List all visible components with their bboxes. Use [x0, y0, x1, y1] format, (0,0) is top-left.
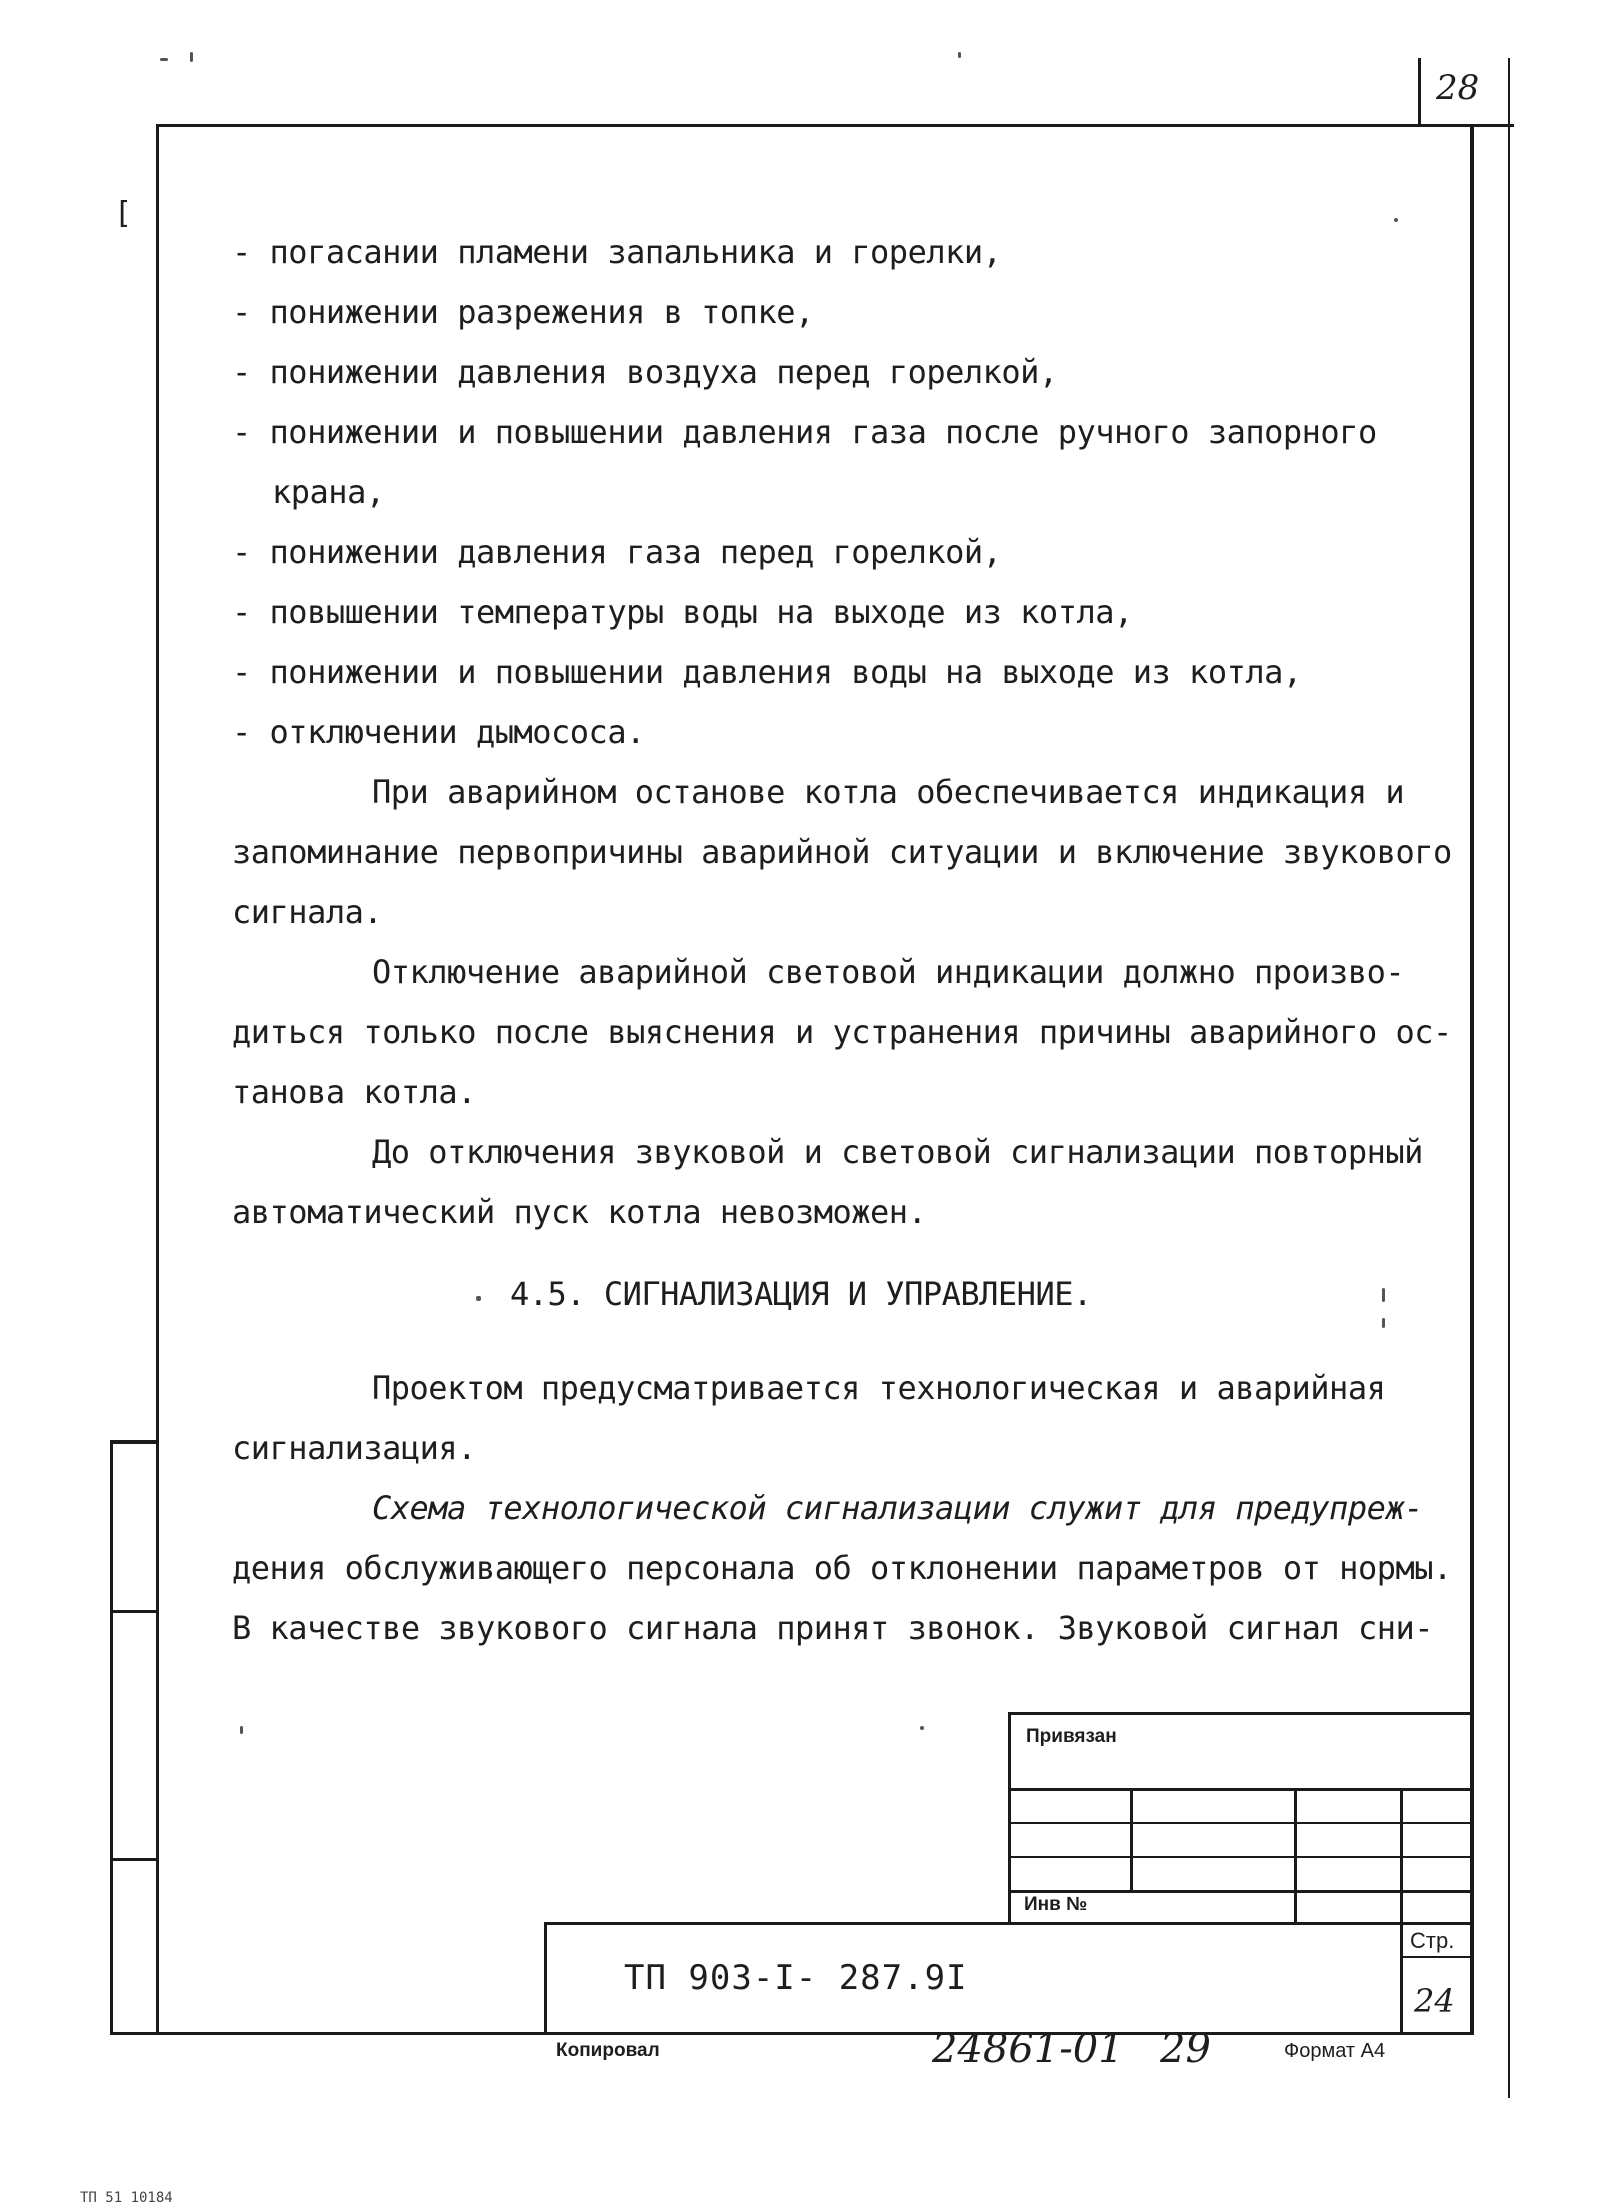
stamp-top-line	[1008, 1712, 1474, 1715]
paragraph-line: дения обслуживающего персонала об отклонении параметров от нормы.	[232, 1549, 1452, 1587]
stamp-grid-line	[1008, 1890, 1474, 1893]
copied-by-label: Копировал	[556, 2040, 660, 2061]
scan-speck	[958, 52, 961, 58]
binding-strip-left	[110, 1440, 113, 2034]
list-item: - понижении и повышении давления воды на выходе из котла,	[232, 653, 1302, 691]
document-code: ТП 903-I- 287.9I	[624, 1958, 968, 1998]
paragraph-line: Схема технологической сигнализации служит для предупреж-	[372, 1489, 1423, 1527]
stamp-page-divider	[1400, 1956, 1474, 1958]
stamp-grid-col	[1130, 1788, 1133, 1890]
stamp-page-col	[1400, 1922, 1403, 2034]
stamp-grid-col	[1400, 1788, 1403, 1922]
paragraph-line: Отключение аварийной световой индикации должно произво-	[372, 953, 1405, 991]
list-item: - отключении дымососа.	[232, 713, 645, 751]
frame-bottom-border	[110, 2032, 1474, 2035]
sheet-right-edge	[1508, 58, 1510, 2098]
stamp-main-left	[544, 1922, 547, 2034]
document-body	[232, 222, 1452, 1658]
scan-speck	[190, 52, 193, 62]
stamp-grid-col	[1294, 1788, 1297, 1922]
paragraph-line: В качестве звукового сигнала принят звонок. Звуковой сигнал сни-	[232, 1609, 1433, 1647]
list-item: - понижении и повышении давления газа после ручного запорного	[232, 413, 1377, 451]
paragraph-line: До отключения звуковой и световой сигнализации повторный	[372, 1133, 1423, 1171]
scan-speck	[1394, 218, 1398, 222]
stamp-grid-line	[1008, 1788, 1474, 1791]
bottom-left-code: ТП 51 10184	[80, 2190, 173, 2206]
stamp-grid-line	[1008, 1856, 1474, 1858]
scan-speck	[920, 1726, 924, 1730]
paragraph-line: автоматический пуск котла невозможен.	[232, 1193, 927, 1231]
list-item: - понижении давления воздуха перед горелкой,	[232, 353, 1058, 391]
corner-page-number: 28	[1436, 68, 1480, 108]
binding-strip-line-2	[110, 1610, 158, 1613]
format-label: Формат А4	[1284, 2040, 1386, 2062]
list-item: - погасании пламени запальника и горелки,	[232, 233, 1002, 271]
list-item-continuation: крана,	[272, 473, 385, 511]
paragraph-line: диться только после выяснения и устранения причины аварийного ос-	[232, 1013, 1452, 1051]
list-item: - понижении давления газа перед горелкой,	[232, 533, 1002, 571]
stamp-grid-line	[1008, 1822, 1474, 1824]
scan-speck	[240, 1726, 243, 1734]
paragraph-line: Проектом предусматривается технологическая и аварийная	[372, 1369, 1386, 1407]
frame-top-border	[156, 124, 1514, 127]
page-label: Стр.	[1410, 1928, 1455, 1953]
paragraph-line: запоминание первопричины аварийной ситуации и включение звукового	[232, 833, 1452, 871]
paragraph-line: При аварийном останове котла обеспечивается индикация и	[372, 773, 1405, 811]
section-heading: 4.5. СИГНАЛИЗАЦИЯ И УПРАВЛЕНИЕ.	[510, 1275, 1092, 1313]
scan-speck	[476, 1296, 481, 1301]
left-margin-bracket: [	[114, 196, 133, 231]
frame-left-border	[156, 124, 159, 2034]
page-number: 24	[1414, 1982, 1455, 2020]
corner-box-left	[1418, 58, 1421, 126]
privyazan-label: Привязан	[1026, 1726, 1117, 1747]
list-item: - повышении температуры воды на выходе из котла,	[232, 593, 1133, 631]
paragraph-line: сигнализация.	[232, 1429, 476, 1467]
binding-strip-line-1	[110, 1440, 158, 1444]
paragraph-line: сигнала.	[232, 893, 383, 931]
binding-strip-line-3	[110, 1858, 158, 1861]
handwritten-number: 29	[1160, 2026, 1211, 2072]
frame-right-border	[1470, 124, 1474, 2034]
scan-speck	[1382, 1318, 1385, 1328]
stamp-main-top	[544, 1922, 1474, 1925]
handwritten-code: 24861-01	[932, 2026, 1124, 2072]
inv-number-label: Инв №	[1024, 1894, 1088, 1915]
paragraph-line: танова котла.	[232, 1073, 476, 1111]
list-item: - понижении разрежения в топке,	[232, 293, 814, 331]
scan-speck	[1382, 1288, 1385, 1302]
scan-speck	[160, 58, 168, 61]
